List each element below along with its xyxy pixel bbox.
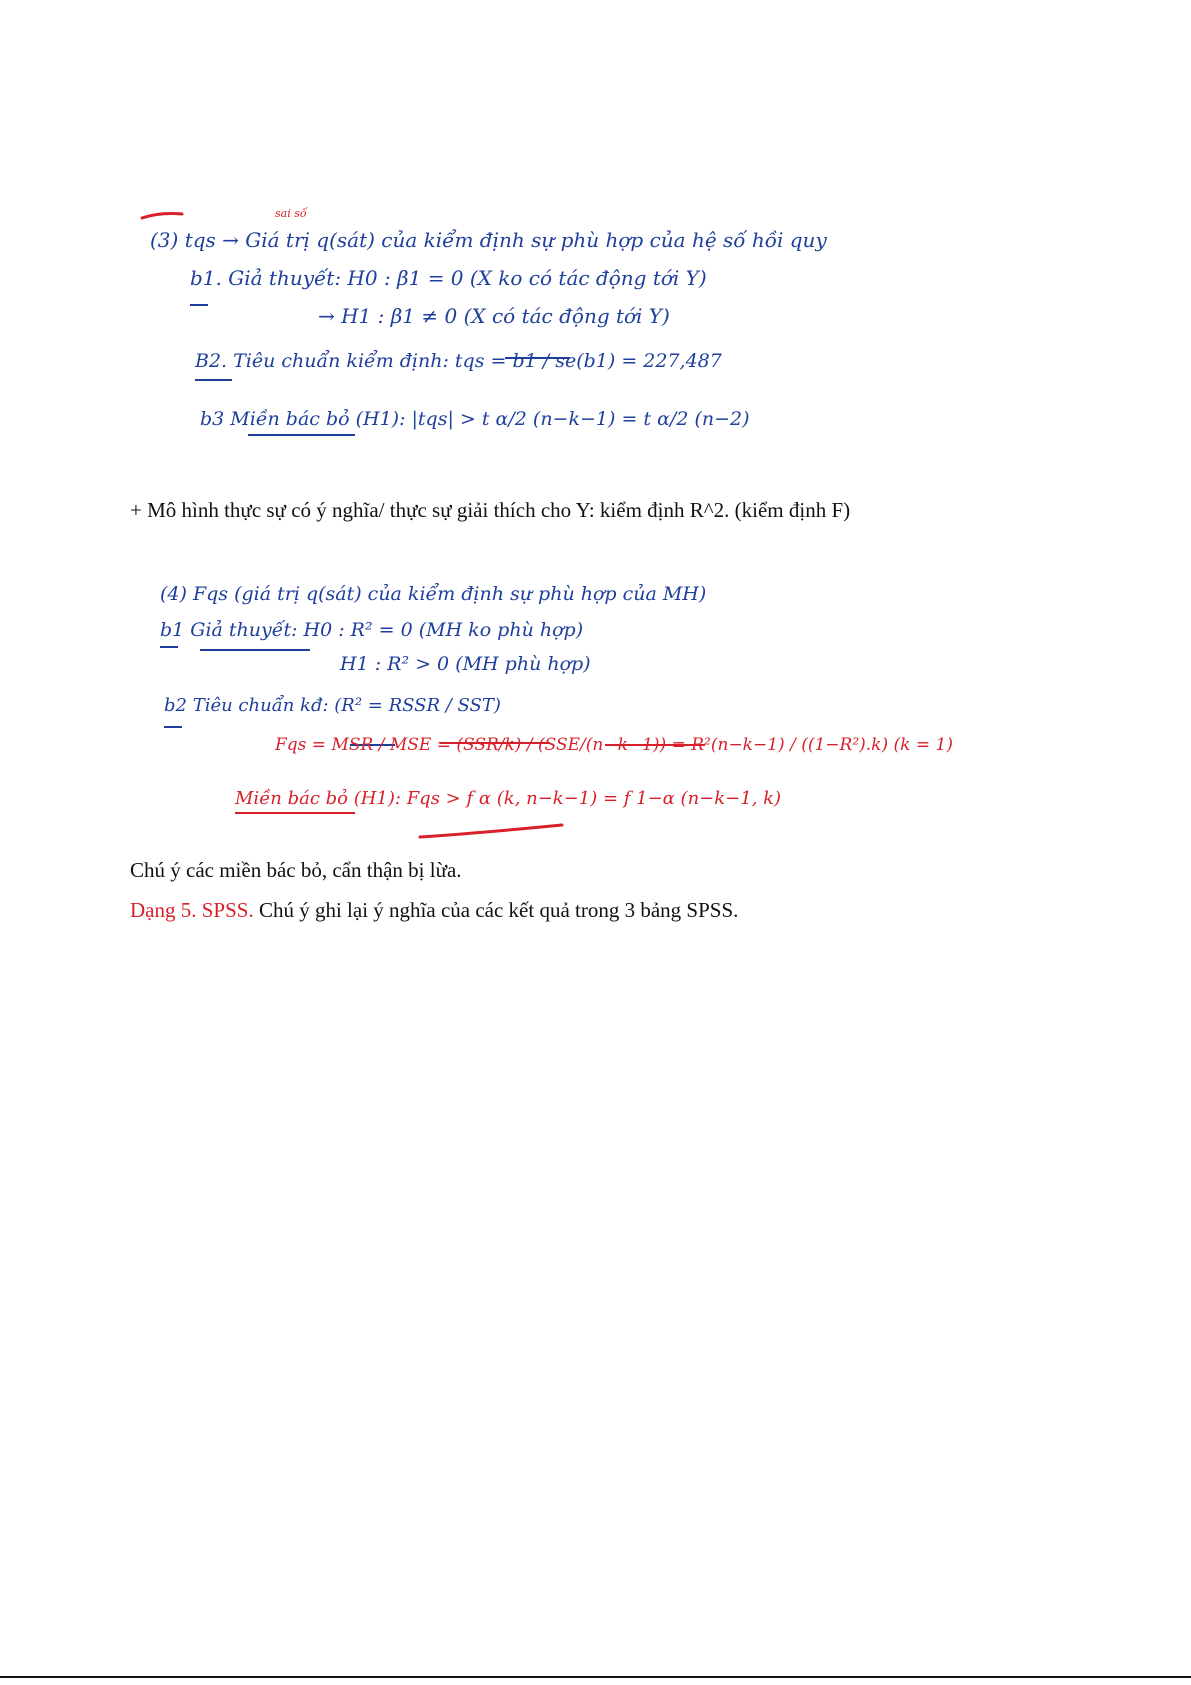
f-test-line-4: b2 Tiêu chuẩn kđ: (R² = RSSR / SST) bbox=[164, 695, 501, 716]
f-test-line-6: Miền bác bỏ (H1): Fqs > f α (k, n−k−1) = f 1−α (n−k−1, k) bbox=[235, 788, 782, 809]
t-test-line-4: B2. Tiêu chuẩn kiểm định: tqs = b1 / se(b1) = 227,487 bbox=[195, 350, 722, 372]
bottom-rule bbox=[0, 1676, 1191, 1678]
paragraph-r2-test: + Mô hình thực sự có ý nghĩa/ thực sự giải thích cho Y: kiểm định R^2. (kiểm định F) bbox=[130, 498, 851, 522]
f-test-line-2: b1 Giả thuyết: H0 : R² = 0 (MH ko phù hợp) bbox=[160, 619, 584, 641]
t-test-line-5: b3 Miền bác bỏ (H1): |tqs| > t α/2 (n−k−1) = t α/2 (n−2) bbox=[200, 408, 750, 430]
handwritten-t-test-note bbox=[140, 207, 827, 480]
t-test-line-2: b1. Giả thuyết: H0 : β1 = 0 (X ko có tác động tới Y) bbox=[190, 266, 707, 290]
dang5-paragraph bbox=[130, 898, 738, 923]
dang5-text: Chú ý ghi lại ý nghĩa của các kết quả trong 3 bảng SPSS. bbox=[253, 898, 739, 922]
dang5-label: Dạng 5. SPSS. bbox=[130, 898, 254, 922]
t-test-line-3: → H1 : β1 ≠ 0 (X có tác động tới Y) bbox=[318, 304, 670, 328]
note-rejection-region: Chú ý các miền bác bỏ, cẩn thận bị lừa. bbox=[130, 858, 462, 882]
handwritten-f-test-note bbox=[150, 565, 953, 855]
f-test-line-1: (4) Fqs (giá trị q(sát) của kiểm định sự phù hợp của MH) bbox=[160, 583, 707, 605]
t-test-line-1: (3) tqs → Giá trị q(sát) của kiểm định sự phù hợp của hệ số hồi quy bbox=[150, 228, 827, 252]
top-red-mark: sai số bbox=[275, 207, 307, 220]
f-test-line-3: H1 : R² > 0 (MH phù hợp) bbox=[340, 653, 591, 675]
f-test-line-5: Fqs = MSR / MSE = (SSR/k) / (SSE/(n−k−1)) = R²(n−k−1) / ((1−R²).k) (k = 1) bbox=[275, 735, 953, 755]
